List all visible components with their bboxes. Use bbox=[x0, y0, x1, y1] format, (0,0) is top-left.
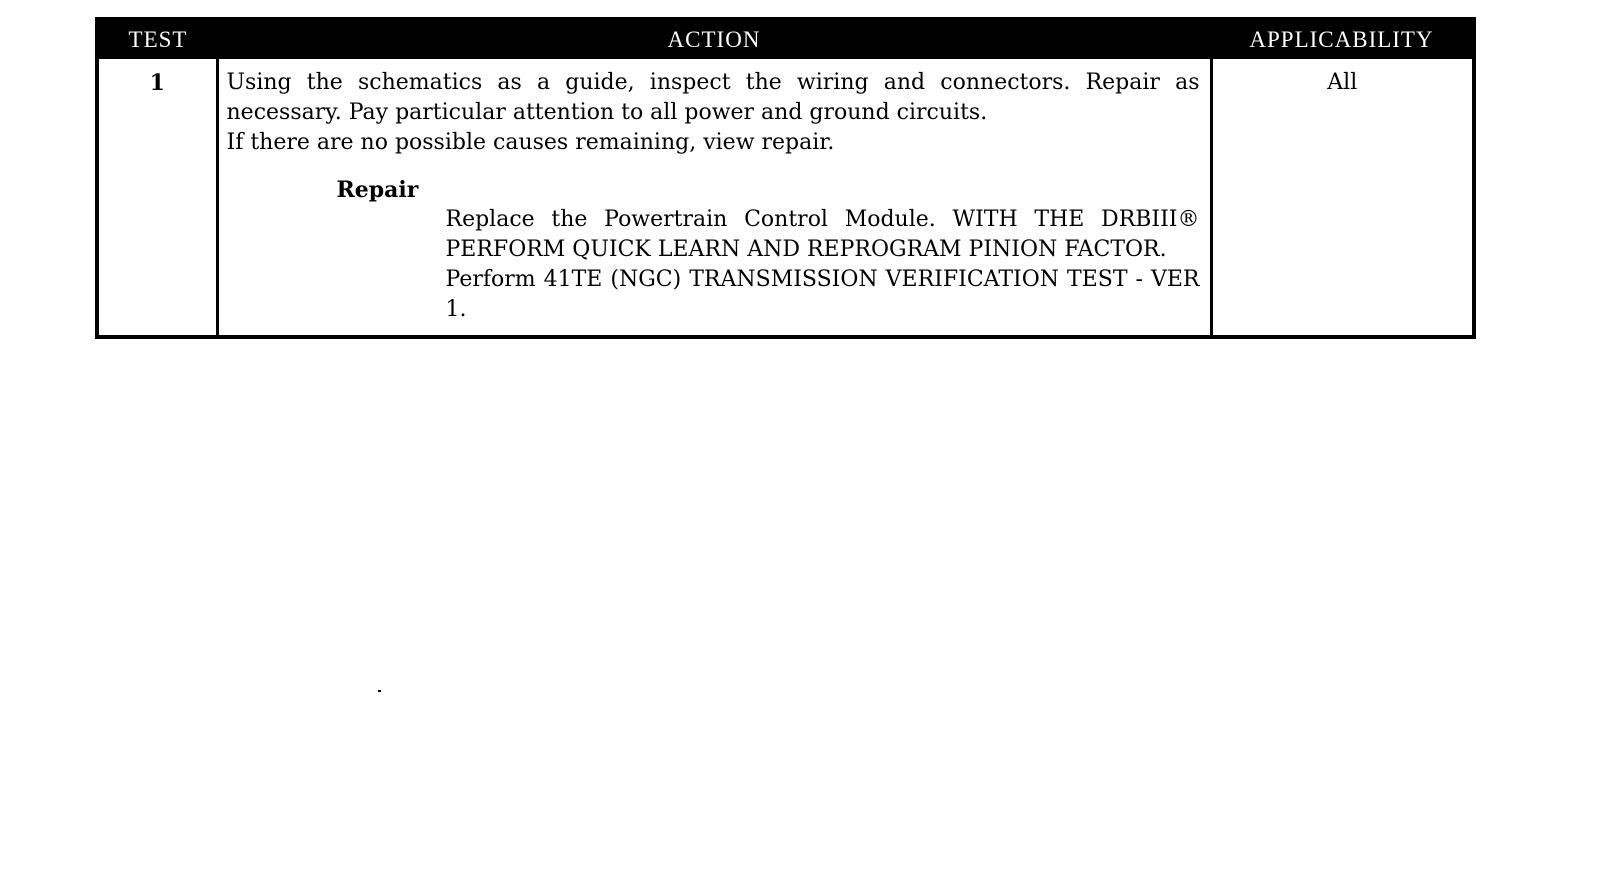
repair-step: Replace the Powertrain Control Module. WITH THE DRBIII® PERFORM QUICK LEARN AND REPROGRAM PINION FACTOR. bbox=[445, 207, 1200, 262]
action-cell bbox=[217, 59, 1211, 337]
table-header-row bbox=[97, 19, 1474, 59]
diagnostic-test-table bbox=[95, 17, 1476, 339]
table-row bbox=[97, 59, 1474, 337]
action-line: If there are no possible causes remaining, view repair. bbox=[226, 130, 835, 155]
action-line: Using the schematics as a guide, inspect the wiring and connectors. Repair as necessary. Pay particular attention to all power and ground circuits. bbox=[226, 70, 1200, 125]
header-action: ACTION bbox=[217, 19, 1211, 59]
header-test: TEST bbox=[97, 19, 217, 59]
applicability-value: All bbox=[1211, 59, 1474, 337]
repair-steps bbox=[227, 205, 1200, 325]
repair-heading: Repair bbox=[336, 177, 419, 203]
stray-mark bbox=[378, 690, 381, 692]
repair-step: Perform 41TE (NGC) TRANSMISSION VERIFICATION TEST - VER 1. bbox=[445, 267, 1200, 322]
header-applicability: APPLICABILITY bbox=[1211, 19, 1474, 59]
action-instructions bbox=[227, 68, 1200, 158]
test-number: 1 bbox=[97, 59, 217, 337]
